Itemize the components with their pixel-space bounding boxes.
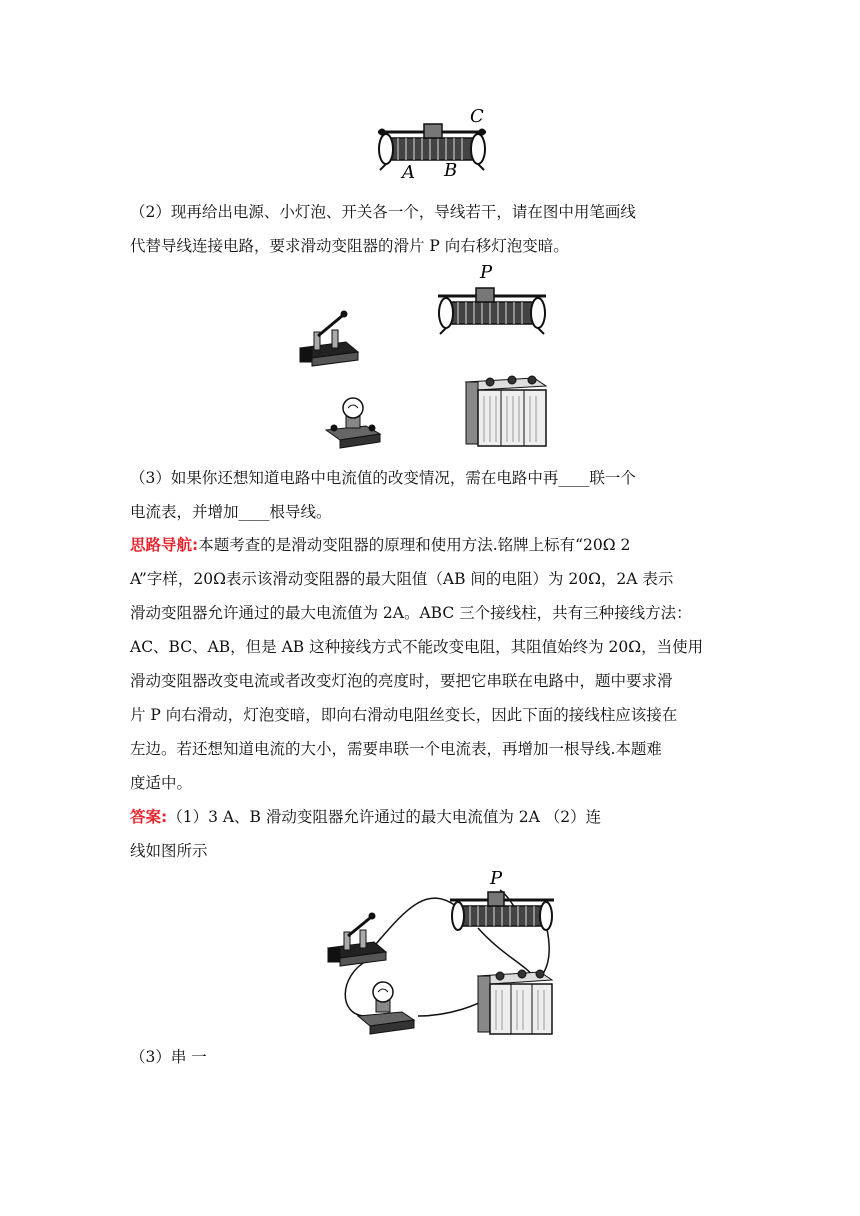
analysis-line-3: 滑动变阻器允许通过的最大电流值为 2A。ABC 三个接线柱，共有三种接线方法： [130,604,692,622]
answer-line-1 [130,801,730,833]
switch-icon [300,311,358,366]
answer-heading: 答案: [130,808,168,826]
analysis-line-6: 片 P 向右滑动，灯泡变暗，即向右滑动电阻丝变长，因此下面的接线柱应该接在 [130,706,678,724]
analysis-line-8: 度适中。 [130,774,193,792]
label-c: C [470,106,484,127]
question-2-line-1: （2）现再给出电源、小灯泡、开关各一个，导线若干，请在图中用笔画线 [130,203,636,221]
analysis-line-7: 左边。若还想知道电流的大小，需要串联一个电流表，再增加一根导线.本题难 [130,740,662,758]
answer-text-1: （1）3 A、B 滑动变阻器允许通过的最大电流值为 2A （2）连 [167,808,602,826]
analysis-line-4: AC、BC、AB，但是 AB 这种接线方式不能改变电阻，其阻值始终为 20Ω，当使用 [130,638,704,656]
switch-icon [328,913,386,966]
rheostat-icon [438,288,546,334]
analysis-line-5: 滑动变阻器改变电流或者改变灯泡的亮度时，要把它串联在电路中，题中要求滑 [130,672,673,690]
answer-line-3: （3）串 一 [130,1048,207,1066]
label-p: P [480,262,493,283]
question-3-line-1: （3）如果你还想知道电路中电流值的改变情况，需在电路中再____联一个 [130,469,636,487]
label-a: A [402,162,415,182]
question-2-line-2: 代替导线连接电路，要求滑动变阻器的滑片 P 向右移灯泡变暗。 [130,237,569,255]
bulb-icon [326,398,380,448]
label-p: P [490,868,503,889]
battery-icon [478,970,552,1034]
answer-line-2: 线如图所示 [130,842,208,860]
analysis-text-1: 本题考查的是滑动变阻器的原理和使用方法.铭牌上标有“20Ω 2 [198,536,631,554]
circuit-figure [318,866,568,1036]
analysis-heading: 思路导航: [130,536,199,554]
label-b: B [444,160,458,181]
question-3-line-2: 电流表，并增加____根导线。 [130,503,332,521]
rheostat-figure-1 [368,100,498,182]
analysis-line-1 [130,529,730,561]
rheostat-icon [378,124,486,170]
components-figure [296,262,556,450]
battery-icon [466,376,546,446]
bulb-icon [358,982,414,1034]
rheostat-icon [450,892,554,930]
analysis-line-2: A”字样，20Ω表示该滑动变阻器的最大阻值（AB 间的电阻）为 20Ω，2A 表示 [130,570,674,588]
